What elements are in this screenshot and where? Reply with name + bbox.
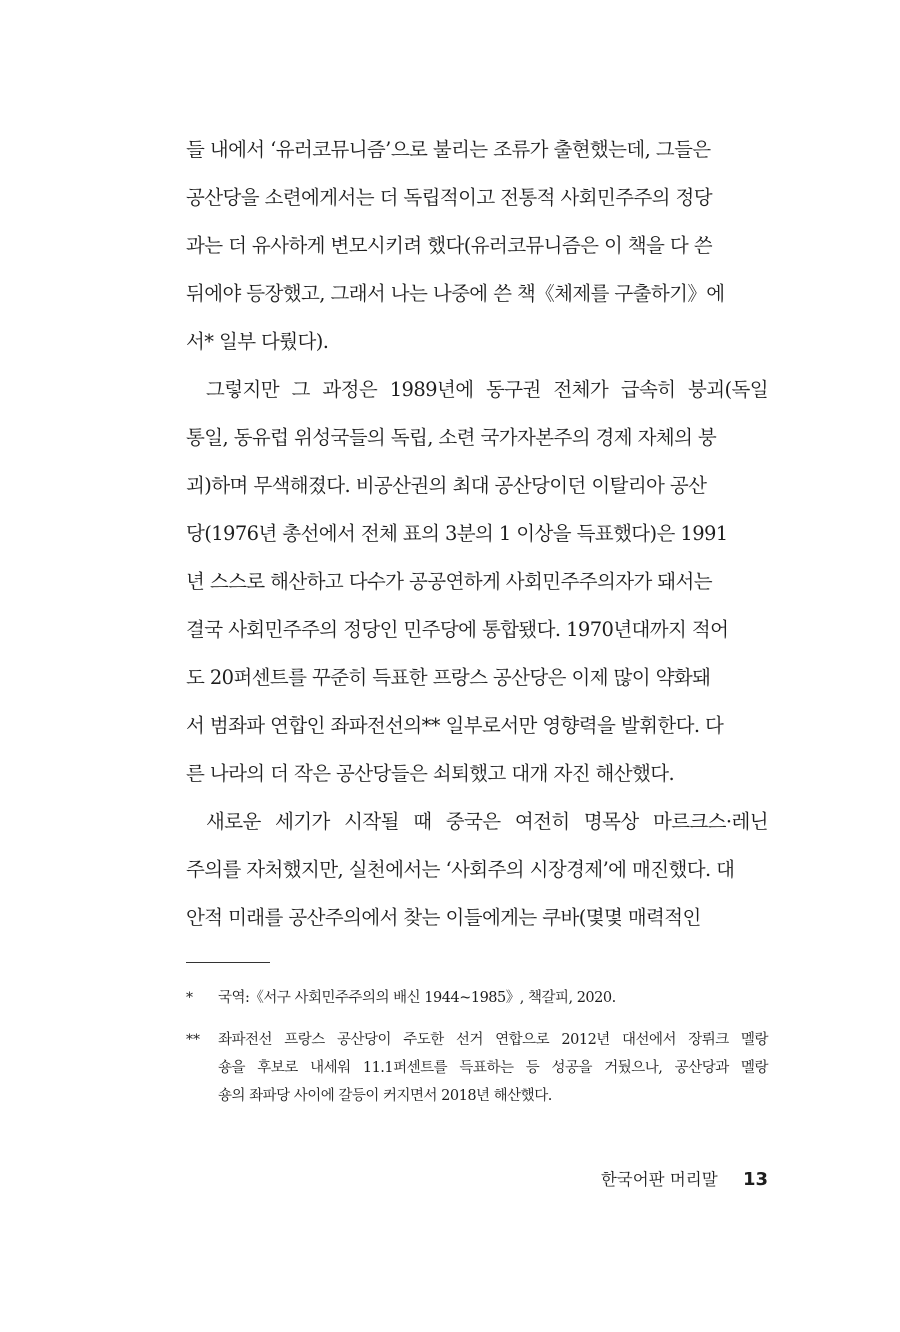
footnote-line: 좌파전선 프랑스 공산당이 주도한 선거 연합으로 2012년 대선에서 장뤼크 멜랑 xyxy=(218,1032,768,1048)
body-line: 들 내에서 ‘유러코뮤니즘’으로 불리는 조류가 출현했는데, 그들은 xyxy=(186,138,711,161)
footnote-mark: * xyxy=(186,990,193,1006)
footnote-line: 숑을 후보로 내세워 11.1퍼센트를 득표하는 등 성공을 거뒀으나, 공산당과 멜랑 xyxy=(218,1060,768,1076)
footnote-line: 국역:《서구 사회민주주의의 배신 1944~1985》, 책갈피, 2020. xyxy=(218,990,616,1006)
body-line: 년 스스로 해산하고 다수가 공공연하게 사회민주주의자가 돼서는 xyxy=(186,570,712,593)
footnote-2 xyxy=(186,1026,768,1110)
body-line: 결국 사회민주주의 정당인 민주당에 통합됐다. 1970년대까지 적어 xyxy=(186,618,729,641)
body-line: 서* 일부 다뤘다). xyxy=(186,330,329,353)
body-line: 안적 미래를 공산주의에서 찾는 이들에게는 쿠바(몇몇 매력적인 xyxy=(186,906,701,929)
page-number: 13 xyxy=(742,1169,768,1190)
footnotes xyxy=(186,984,768,1124)
footnote-mark: ** xyxy=(186,1032,200,1048)
body-line: 당(1976년 총선에서 전체 표의 3분의 1 이상을 득표했다)은 1991 xyxy=(186,522,728,545)
body-line: 괴)하며 무색해졌다. 비공산권의 최대 공산당이던 이탈리아 공산 xyxy=(186,474,707,497)
body-line: 서 범좌파 연합인 좌파전선의** 일부로서만 영향력을 발휘한다. 다 xyxy=(186,714,724,737)
body-line: 른 나라의 더 작은 공산당들은 쇠퇴했고 대개 자진 해산했다. xyxy=(186,762,675,785)
body-line: 뒤에야 등장했고, 그래서 나는 나중에 쓴 책《체제를 구출하기》에 xyxy=(186,282,725,305)
body-line: 도 20퍼센트를 꾸준히 득표한 프랑스 공산당은 이제 많이 약화돼 xyxy=(186,666,711,689)
body-line: 과는 더 유사하게 변모시키려 했다(유러코뮤니즘은 이 책을 다 쓴 xyxy=(186,234,712,257)
body-line: 주의를 자처했지만, 실천에서는 ‘사회주의 시장경제’에 매진했다. 대 xyxy=(186,858,735,881)
body-line: 그렇지만 그 과정은 1989년에 동구권 전체가 급속히 붕괴(독일 xyxy=(206,378,768,401)
body-line: 통일, 동유럽 위성국들의 독립, 소련 국가자본주의 경제 자체의 붕 xyxy=(186,426,717,449)
footnote-line: 숑의 좌파당 사이에 갈등이 커지면서 2018년 해산했다. xyxy=(218,1088,552,1104)
footnote-1 xyxy=(186,984,768,1012)
body-line: 새로운 세기가 시작될 때 중국은 여전히 명목상 마르크스·레닌 xyxy=(206,810,768,833)
running-title: 한국어판 머리말 xyxy=(600,1170,718,1189)
footnote-divider xyxy=(186,962,270,963)
body-line: 공산당을 소련에게서는 더 독립적이고 전통적 사회민주주의 정당 xyxy=(186,186,712,209)
page-footer xyxy=(601,1166,768,1190)
